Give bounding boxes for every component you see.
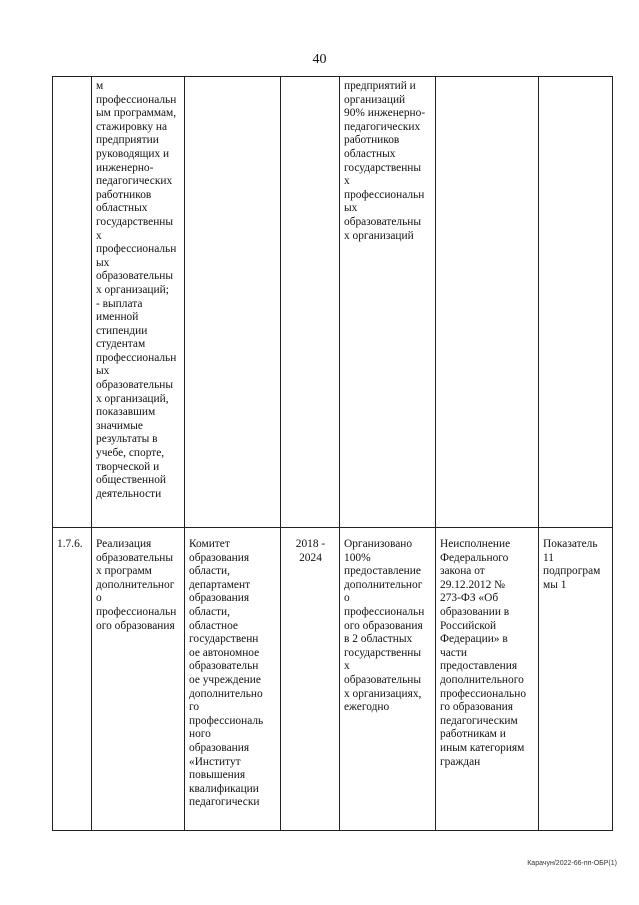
cell-period: 2018 - 2024: [280, 528, 339, 831]
cell-period: [280, 77, 339, 527]
cell-number: 1.7.6.: [57, 538, 83, 550]
cell-result: Организовано 100% предоставление дополнительног о профессиональн ого образования в 2 областных государственны х образовательны х организациях, ежегодно: [339, 528, 435, 831]
page-number: 40: [312, 52, 327, 67]
cell-executor: [184, 77, 280, 527]
cell-measure: м профессиональн ым программам, стажировку на предприятии руководящих и инженерно- педагогических работников областных государственны х профессиональн ых образовательны х организаций; - выплата именной стипендии студентам профессиональн ых образовательны х организаций, показавшим значимые результаты в учебе, спорте, творческой и общественной деятельности: [91, 77, 184, 527]
table-row: [53, 528, 612, 831]
document-footer-code: Карачун/2022-66-пп-ОБР(1): [527, 860, 617, 867]
table-row: [53, 77, 612, 528]
cell-number: [53, 77, 91, 527]
cell-executor: Комитет образования области, департамент образования области, областное государственн ое автономное образовательн ое учреждение дополнительно го профессиональ ного образования «Институт повышения квалификации педагогически: [184, 528, 280, 831]
cell-indicator: Показатель 11 подпрограм мы 1: [538, 528, 614, 831]
measures-table: [52, 76, 613, 831]
cell-indicator: [538, 77, 614, 527]
cell-consequences: [435, 77, 538, 527]
cell-result: предприятий и организаций 90% инженерно- педагогических работников областных государственны х профессиональн ых образовательны х организаций: [339, 77, 435, 527]
cell-measure: Реализация образовательны х программ дополнительног о профессиональн ого образования: [91, 528, 184, 831]
cell-consequences: Неисполнение Федерального закона от 29.12.2012 № 273-ФЗ «Об образовании в Российской Федерации» в части предоставления дополнительного профессионально го образования педагогическим работникам и иным категориям граждан: [435, 528, 538, 831]
